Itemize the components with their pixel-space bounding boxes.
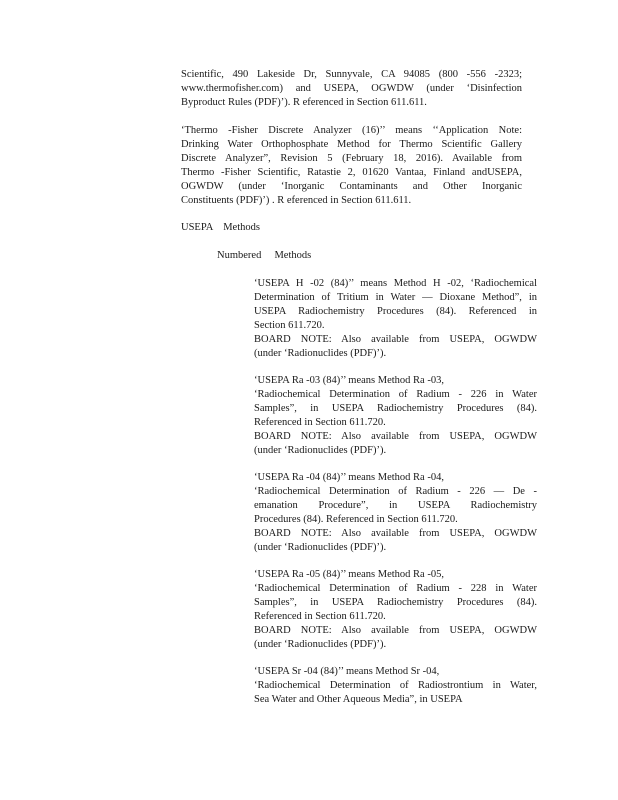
text-line: emanation Procedure”, in USEPA Radiochemistry [254, 500, 537, 511]
text-line: ‘USEPA Ra -05 (84)’’ means Method Ra -05, [254, 569, 444, 580]
text-line: ‘USEPA Ra -04 (84)’’ means Method Ra -04, [254, 472, 444, 483]
text-line: ‘Radiochemical Determination of Radium - 226 in Water [254, 389, 537, 400]
entry-usepa-sr-04 [254, 665, 537, 707]
text-line: www.thermofisher.com) and USEPA, OGWDW (under ‘Disinfection [181, 83, 522, 94]
subheading-numbered-methods [217, 249, 522, 263]
text-line: Thermo -Fisher Scientific, Ratastie 2, 01620 Vantaa, Finland andUSEPA, [181, 167, 522, 178]
text-line: USEPA Radiochemistry Procedures (84). Referenced in [254, 306, 537, 317]
text-line: ‘Radiochemical Determination of Radiostrontium in Water, [254, 680, 537, 691]
text-line: Referenced in Section 611.720. [254, 417, 386, 428]
text-line: Scientific, 490 Lakeside Dr, Sunnyvale, CA 94085 (800 -556 -2323; [181, 69, 522, 80]
entry-usepa-ra-03 [254, 374, 537, 458]
text-line: Samples”, in USEPA Radiochemistry Procedures (84). [254, 403, 537, 414]
text-line: ‘Thermo -Fisher Discrete Analyzer (16)’’ means ‘‘Application Note: [181, 125, 522, 136]
board-note-line: BOARD NOTE: Also available from USEPA, OGWDW [254, 625, 537, 636]
board-note-line: (under ‘Radionuclides (PDF)’). [254, 542, 387, 553]
text-line: Sea Water and Other Aqueous Media”, in USEPA [254, 694, 463, 705]
paragraph-thermo-fisher-source [181, 68, 522, 110]
heading-text: Numbered Methods [217, 250, 312, 261]
entry-usepa-ra-04 [254, 471, 537, 555]
text-line: OGWDW (under ‘Inorganic Contaminants and Other Inorganic [181, 181, 522, 192]
text-line: ‘USEPA Sr -04 (84)’’ means Method Sr -04, [254, 666, 440, 677]
text-line: Section 611.720. [254, 320, 325, 331]
entry-usepa-h-02 [254, 277, 537, 361]
board-note-line: (under ‘Radionuclides (PDF)’). [254, 445, 387, 456]
text-line: ‘Radiochemical Determination of Radium - 226 — De - [254, 486, 537, 497]
text-line: Determination of Tritium in Water — Dioxane Method”, in [254, 292, 537, 303]
text-line: Discrete Analyzer”, Revision 5 (February 18, 2016). Available from [181, 153, 522, 164]
text-line: ‘Radiochemical Determination of Radium - 228 in Water [254, 583, 537, 594]
board-note-line: BOARD NOTE: Also available from USEPA, OGWDW [254, 528, 537, 539]
text-line: Samples”, in USEPA Radiochemistry Procedures (84). [254, 597, 537, 608]
text-line: Procedures (84). Referenced in Section 611.720. [254, 514, 458, 525]
board-note-line: (under ‘Radionuclides (PDF)’). [254, 639, 387, 650]
text-line: Drinking Water Orthophosphate Method for Thermo Scientific Gallery [181, 139, 522, 150]
heading-text: USEPA Methods [181, 222, 260, 233]
paragraph-thermo-fisher-discrete-analyzer [181, 124, 522, 208]
board-note-line: BOARD NOTE: Also available from USEPA, OGWDW [254, 334, 537, 345]
text-line: ‘USEPA Ra -03 (84)’’ means Method Ra -03, [254, 375, 444, 386]
text-line: ‘USEPA H -02 (84)’’ means Method H -02, ‘Radiochemical [254, 278, 537, 289]
text-line: Byproduct Rules (PDF)’). R eferenced in Section 611.611. [181, 97, 427, 108]
section-heading-usepa-methods [181, 221, 522, 235]
entry-usepa-ra-05 [254, 568, 537, 652]
board-note-line: BOARD NOTE: Also available from USEPA, OGWDW [254, 431, 537, 442]
text-line: Referenced in Section 611.720. [254, 611, 386, 622]
text-line: Constituents (PDF)’) . R eferenced in Section 611.611. [181, 195, 412, 206]
board-note-line: (under ‘Radionuclides (PDF)’). [254, 348, 387, 359]
